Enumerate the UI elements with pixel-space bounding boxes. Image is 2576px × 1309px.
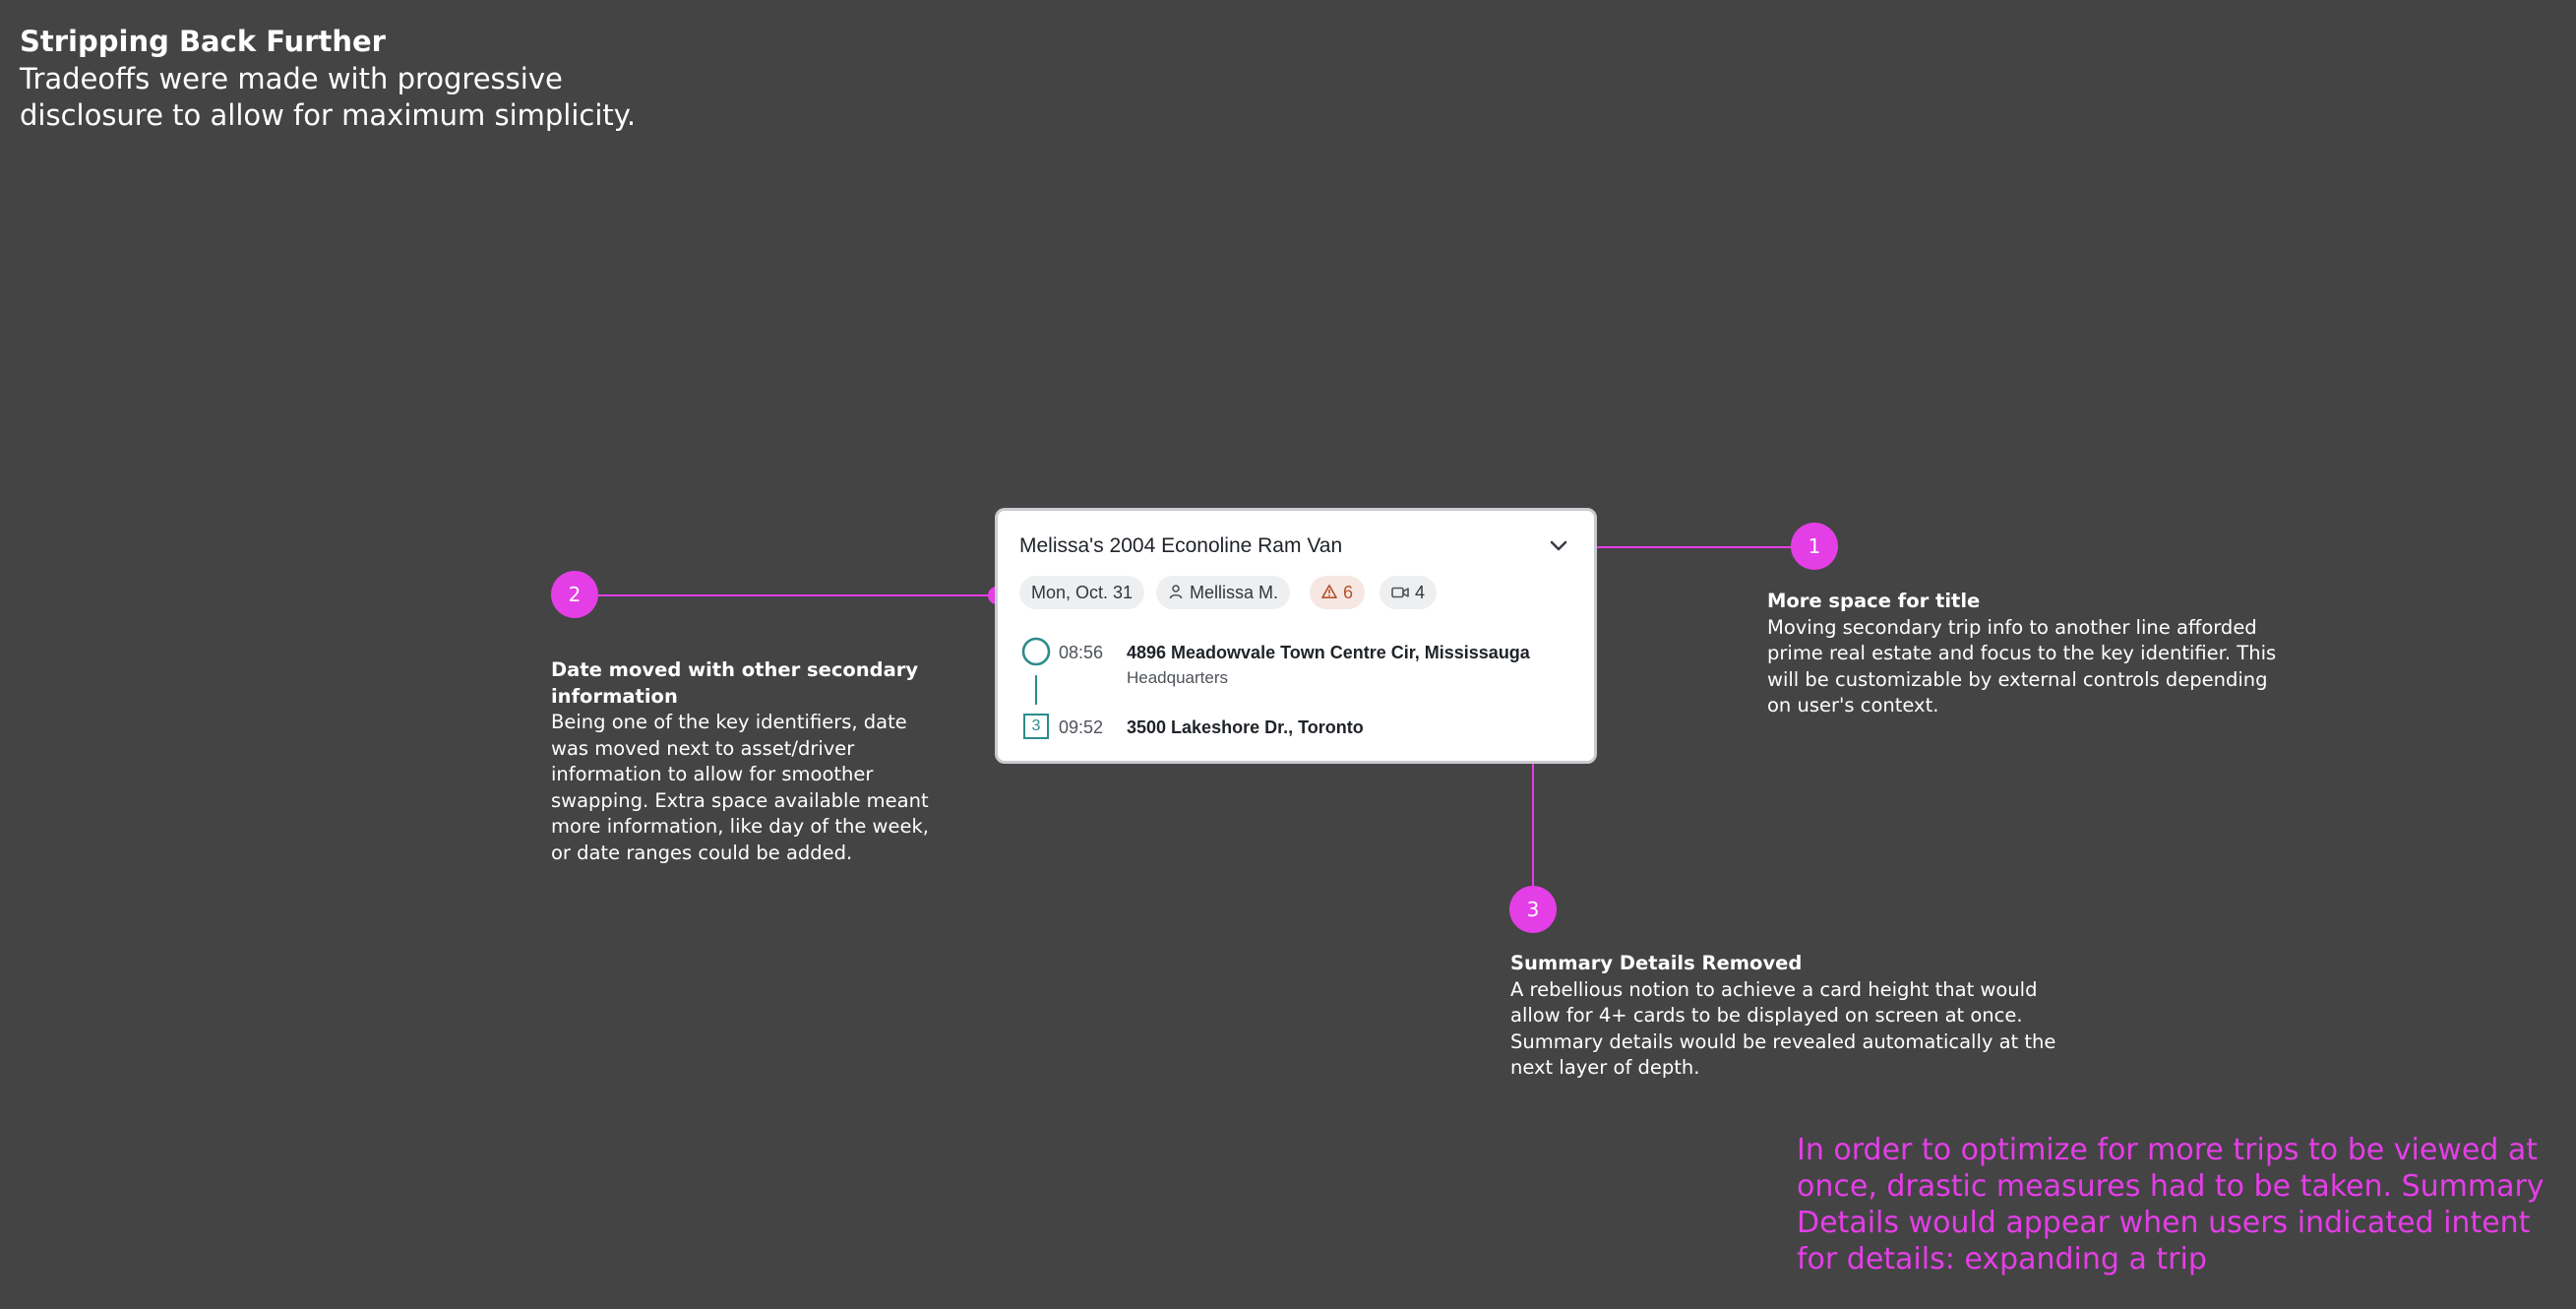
annotation-1-line: Moving secondary trip info to another line afforded	[1767, 615, 2257, 639]
origin-circle-icon	[1021, 637, 1051, 671]
trip-card-title: Melissa's 2004 Econoline Ram Van	[1019, 534, 1343, 557]
stop-time: 09:52	[1059, 717, 1104, 737]
annotation-3-line: allow for 4+ cards to be displayed on screen at once.	[1510, 1004, 2023, 1027]
trip-card[interactable]	[995, 508, 1597, 764]
callout-line: In order to optimize for more trips to be viewed at	[1797, 1133, 2539, 1167]
connector-line-2	[575, 594, 998, 596]
stop-connector	[1035, 675, 1037, 705]
annotation-2-line: was moved next to asset/driver	[551, 736, 855, 760]
annotation-2-line: Being one of the key identifiers, date	[551, 711, 907, 733]
stop-address[interactable]: 4896 Meadowvale Town Centre Cir, Mississauga	[1127, 643, 1530, 662]
annotation-2-line: information to allow for smoother	[551, 763, 874, 785]
callout-line: once, drastic measures had to be taken. Summary	[1797, 1169, 2545, 1204]
alert-count: 6	[1343, 583, 1354, 602]
camera-icon	[1391, 577, 1409, 610]
page-heading	[20, 22, 708, 134]
annotation-badge-1: 1	[1791, 523, 1838, 570]
page-subtitle-line-2: disclosure to allow for maximum simplicity.	[20, 98, 637, 132]
destination-square-icon	[1023, 714, 1049, 739]
annotation-2-line: more information, like day of the week,	[551, 815, 929, 838]
date-chip[interactable]	[1019, 576, 1144, 609]
annotation-2	[551, 657, 964, 866]
callout-line: for details: expanding a trip	[1797, 1242, 2207, 1277]
camera-count: 4	[1415, 583, 1426, 602]
annotation-1-line: prime real estate and focus to the key identifier. This	[1767, 642, 2277, 664]
annotation-2-title-line-2: information	[551, 684, 678, 708]
stop-time: 08:56	[1059, 643, 1104, 662]
annotation-1-line: will be customizable by external controls depending	[1767, 667, 2268, 691]
annotation-3-title: Summary Details Removed	[1510, 952, 1803, 974]
stop-subtitle: Headquarters	[1127, 668, 1229, 687]
annotation-3-line: Summary details would be revealed automatically at the	[1510, 1029, 2056, 1053]
alert-triangle-icon	[1321, 577, 1337, 610]
page-subtitle-line-1: Tradeoffs were made with progressive	[20, 62, 563, 95]
annotation-badge-3: 3	[1509, 886, 1557, 933]
annotation-3	[1510, 951, 2081, 1082]
camera-chip[interactable]	[1380, 576, 1437, 609]
annotation-1	[1767, 589, 2318, 719]
stop-address[interactable]: 3500 Lakeshore Dr., Toronto	[1127, 717, 1364, 737]
annotation-2-line: swapping. Extra space available meant	[551, 788, 929, 812]
alert-chip[interactable]	[1310, 576, 1365, 609]
annotation-3-line: next layer of depth.	[1510, 1056, 1700, 1079]
driver-chip[interactable]	[1156, 576, 1290, 609]
page-title: Stripping Back Further	[20, 25, 386, 58]
driver-chip-label: Mellissa M.	[1190, 583, 1279, 602]
annotation-1-line: on user's context.	[1767, 694, 1939, 717]
annotation-3-line: A rebellious notion to achieve a card height that would	[1510, 977, 2038, 1001]
chevron-down-icon[interactable]	[1547, 534, 1570, 558]
annotation-2-line: or date ranges could be added.	[551, 841, 853, 864]
annotation-1-title: More space for title	[1767, 590, 1981, 612]
date-chip-label: Mon, Oct. 31	[1031, 583, 1134, 602]
driver-icon	[1168, 577, 1184, 610]
annotation-badge-2: 2	[551, 571, 598, 618]
annotation-2-title-line-1: Date moved with other secondary	[551, 658, 919, 681]
callout-line: Details would appear when users indicated intent	[1797, 1206, 2531, 1240]
destination-marker-label: 3	[1031, 717, 1041, 734]
callout-text	[1797, 1132, 2564, 1278]
